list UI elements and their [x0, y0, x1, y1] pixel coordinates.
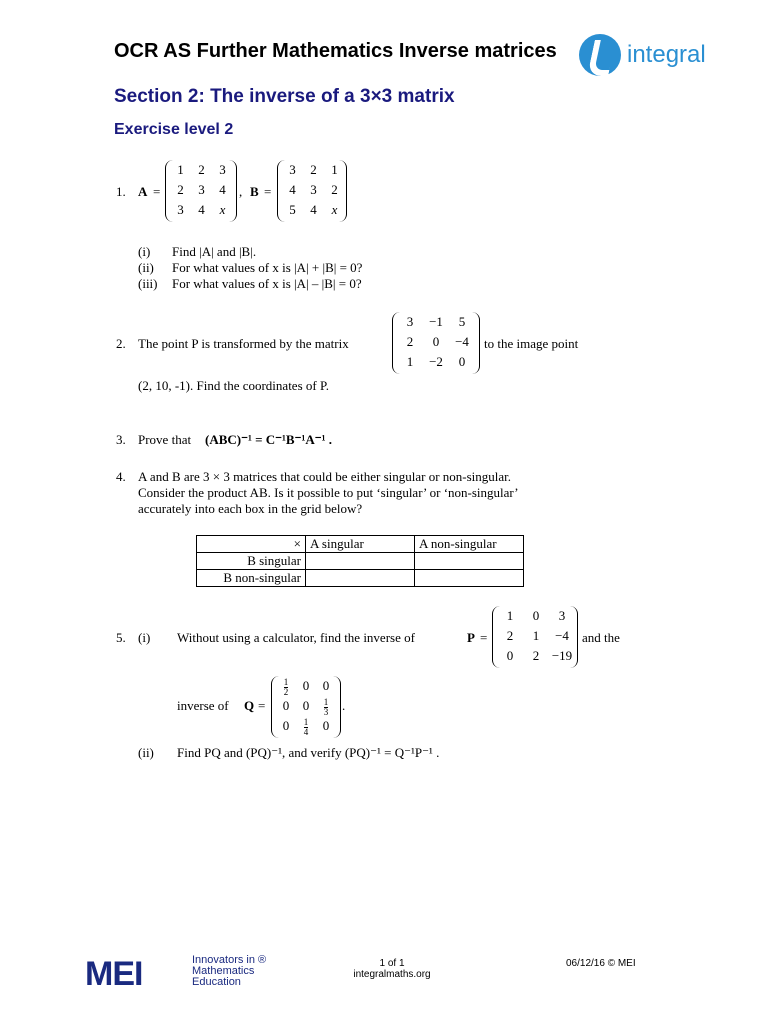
- q1-part-i-label: (i): [138, 244, 151, 259]
- q1-comma: ,: [239, 184, 243, 199]
- q1-part-i-text: Find |A| and |B|.: [172, 244, 257, 259]
- matrix-entry: 2: [331, 182, 338, 197]
- q2-text-line2: (2, 10, -1). Find the coordinates of P.: [138, 378, 330, 393]
- page-number: [352, 958, 432, 980]
- matrix-entry: 1: [406, 354, 414, 369]
- integral-logo-text: integral: [627, 41, 706, 68]
- matrix-entry: 2: [310, 162, 317, 177]
- matrix-entry: 0: [282, 718, 290, 733]
- q5-period: .: [342, 698, 346, 713]
- q5-part-i-text: Without using a calculator, find the inverse of: [177, 630, 415, 645]
- matrix-entry: $\frac{1}{4}$: [303, 717, 309, 737]
- q5-inverse-of: inverse of: [177, 698, 229, 713]
- q5-part-ii-label: (ii): [138, 745, 154, 760]
- matrix-entry: 4: [219, 182, 226, 197]
- q1-matrix-a-label: A: [138, 184, 148, 199]
- q3-text: Prove that: [138, 432, 192, 447]
- matrix-entry: 1: [532, 628, 540, 643]
- q1-part-iii-text: For what values of x is |A| – |B| = 0?: [172, 276, 362, 291]
- matrix-entry: 1: [177, 162, 184, 177]
- q2-number: 2.: [116, 336, 126, 351]
- matrix-entry: 1: [506, 608, 514, 623]
- q1-part-ii-text: For what values of x is |A| + |B| = 0?: [172, 260, 363, 275]
- matrix-entry: 0: [322, 678, 330, 693]
- matrix-entry: 0: [506, 648, 514, 663]
- q4-number: 4.: [116, 469, 126, 484]
- matrix-entry: 3: [406, 314, 414, 329]
- q1-equals: =: [153, 184, 161, 199]
- matrix-entry: 2: [532, 648, 540, 663]
- matrix-entry: 2: [198, 162, 205, 177]
- matrix-entry: x: [219, 202, 226, 217]
- matrix-entry: −2: [429, 354, 443, 369]
- matrix-entry: x: [331, 202, 338, 217]
- page-count: 1 of 1: [379, 958, 405, 969]
- grid-col-header: A singular: [306, 536, 415, 553]
- exercise-title: Exercise level 2: [114, 121, 234, 138]
- mei-tagline: [192, 955, 266, 988]
- q3-number: 3.: [116, 432, 126, 447]
- matrix-entry: 3: [177, 202, 184, 217]
- q5-number: 5.: [116, 630, 126, 645]
- matrix-entry: −19: [551, 648, 573, 663]
- grid-row-header: B non-singular: [197, 570, 306, 587]
- q1-equals-b: =: [264, 184, 272, 199]
- q1-number: 1.: [116, 184, 126, 199]
- integral-logo-icon: [579, 34, 621, 76]
- mei-tagline-line: Mathematics: [192, 965, 255, 977]
- q5-q-label: Q: [244, 698, 255, 713]
- matrix-entry: 0: [458, 354, 466, 369]
- q1-part-iii-label: (iii): [138, 276, 158, 291]
- matrix-entry: 3: [198, 182, 205, 197]
- grid-row-header: B singular: [197, 553, 306, 570]
- mei-tagline-line: Innovators in ®: [192, 954, 267, 966]
- matrix-entry: 5: [289, 202, 296, 217]
- q5-matrix-q: [271, 676, 341, 738]
- mei-logo: MEI: [85, 955, 143, 993]
- matrix-entry: 2: [177, 182, 184, 197]
- matrix-entry: 3: [289, 162, 296, 177]
- grid-cell[interactable]: [415, 553, 524, 570]
- q2-text-before: The point P is transformed by the matrix: [138, 336, 349, 351]
- matrix-entry: 2: [506, 628, 514, 643]
- q4-line-1: A and B are 3 × 3 matrices that could be either singular or non-singular.: [138, 469, 512, 484]
- matrix-entry: −4: [455, 334, 469, 349]
- site-link[interactable]: integralmaths.org: [353, 969, 431, 980]
- matrix-entry: $\frac{1}{2}$: [283, 677, 289, 697]
- matrix-entry: 3: [310, 182, 317, 197]
- q5-part-i-label: (i): [138, 630, 151, 645]
- matrix-entry: 0: [282, 698, 290, 713]
- matrix-entry: −4: [555, 628, 569, 643]
- grid-cell[interactable]: [415, 570, 524, 587]
- q1-matrix-a: [165, 160, 237, 222]
- q1-matrix-b-label: B: [250, 184, 259, 199]
- q4-line-3: accurately into each box in the grid below?: [138, 501, 363, 516]
- matrix-entry: $\frac{1}{3}$: [323, 697, 329, 717]
- section-title: Section 2: The inverse of a 3×3 matrix: [114, 86, 455, 107]
- q5-part-ii-text: Find PQ and (PQ)⁻¹, and verify (PQ)⁻¹ = Q⁻¹P⁻¹ .: [177, 745, 440, 760]
- matrix-entry: 3: [558, 608, 566, 623]
- matrix-entry: 3: [219, 162, 226, 177]
- q4-line-2: Consider the product AB. Is it possible to put ‘singular’ or ‘non-singular’: [138, 485, 519, 500]
- matrix-entry: 5: [458, 314, 466, 329]
- mei-tagline-line: Education: [192, 976, 241, 988]
- grid-corner: ×: [197, 536, 306, 553]
- matrix-entry: 4: [289, 182, 296, 197]
- matrix-entry: 0: [302, 698, 310, 713]
- grid-cell[interactable]: [306, 570, 415, 587]
- page-title: OCR AS Further Mathematics Inverse matrices: [114, 40, 557, 62]
- q5-matrix-p: [492, 606, 578, 668]
- q1-matrix-b: [277, 160, 347, 222]
- matrix-entry: 0: [432, 334, 440, 349]
- q2-matrix: [392, 312, 480, 374]
- grid-col-header: A non-singular: [415, 536, 524, 553]
- q5-p-label: P: [467, 630, 475, 645]
- q5-p-equals: =: [480, 630, 488, 645]
- matrix-entry: 4: [310, 202, 317, 217]
- q1-part-ii-label: (ii): [138, 260, 154, 275]
- matrix-entry: 4: [198, 202, 205, 217]
- grid-cell[interactable]: [306, 553, 415, 570]
- matrix-entry: 2: [406, 334, 414, 349]
- matrix-entry: 1: [331, 162, 338, 177]
- q3-formula: (ABC)⁻¹ = C⁻¹B⁻¹A⁻¹ .: [205, 432, 332, 447]
- q2-text-after: to the image point: [484, 336, 579, 351]
- q4-grid-table: [196, 535, 524, 587]
- matrix-entry: 0: [302, 678, 310, 693]
- date-copyright: 06/12/16 © MEI: [566, 958, 636, 969]
- matrix-entry: −1: [429, 314, 443, 329]
- q5-and-the: and the: [582, 630, 620, 645]
- q5-q-equals: =: [258, 698, 266, 713]
- matrix-entry: 0: [532, 608, 540, 623]
- matrix-entry: 0: [322, 718, 330, 733]
